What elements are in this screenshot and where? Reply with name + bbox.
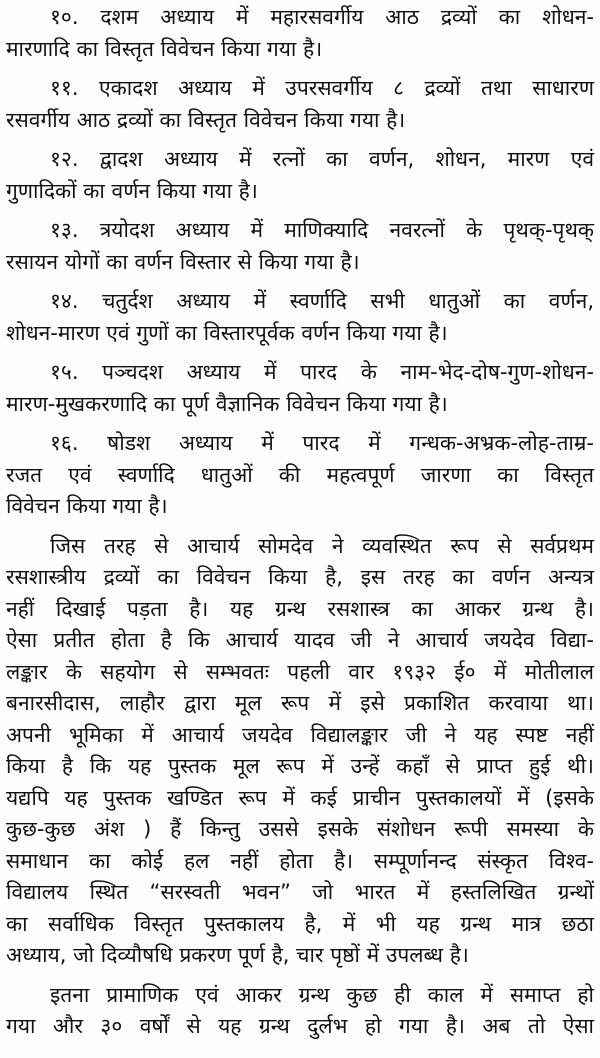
text-line: १०. दशम अध्याय में महारसवर्गीय आठ द्रव्यों का शोधन-: [50, 5, 594, 29]
text-line: १२. द्वादश अध्याय में रत्नों का वर्णन, शोधन, मारण एवं: [50, 147, 594, 171]
text-line: १५. पञ्चदश अध्याय में पारद के नाम-भेद-दोष-गुण-शोधन-: [50, 360, 594, 384]
text-line: १६. षोडश अध्याय में पारद में गन्धक-अभ्रक-लोह-ताम्र-: [50, 431, 594, 455]
chapter-12: [6, 144, 594, 207]
text-line: ऐसा प्रतीत होता है कि आचार्य यादव जी ने आचार्य जयदेव विद्या-: [6, 628, 594, 652]
text-line: अध्याय, जो दिव्यौषधि प्रकरण पूर्ण है, चार पृष्ठों में उपलब्ध है।: [6, 943, 469, 967]
chapter-11: [6, 73, 594, 136]
text-line: रसवर्गीय आठ द्रव्यों का विस्तृत विवेचन किया गया है।: [6, 107, 406, 132]
chapter-14: [6, 286, 594, 349]
text-line: गुणादिकों का वर्णन किया गया है।: [6, 178, 258, 203]
text-line: १३. त्रयोदश अध्याय में माणिक्यादि नवरत्नों के पृथक्-पृथक्: [50, 218, 594, 242]
text-line: गया और ३० वर्षों से यह ग्रन्थ दुर्लभ हो गया है। अब तो ऐसा: [6, 1014, 594, 1038]
text-line: मारण-मुखकरणादि का पूर्ण वैज्ञानिक विवेचन किया गया है।: [6, 391, 448, 416]
text-line: १४. चतुर्दश अध्याय में स्वर्णादि सभी धातुओं का वर्णन,: [50, 289, 594, 313]
text-line: नहीं दिखाई पड़ता है। यह ग्रन्थ रसशास्त्र का आकर ग्रन्थ है।: [6, 596, 594, 621]
text-line: किया है कि यह पुस्तक मूल रूप में उन्हें कहाँ से प्राप्त हुई थी।: [6, 754, 594, 778]
text-line: बनारसीदास, लाहौर द्वारा मूल रूप में इसे प्रकाशित करवाया था।: [6, 691, 594, 715]
text-line: विवेचन किया गया है।: [6, 494, 168, 518]
text-line: रजत एवं स्वर्णादि धातुओं की महत्वपूर्ण जारणा का विस्तृत: [6, 462, 594, 487]
chapter-16: [6, 428, 594, 523]
text-line: ११. एकादश अध्याय में उपरसवर्गीय ८ द्रव्यों तथा साधारण: [50, 76, 594, 100]
text-line: मारणादि का विस्तृत विवेचन किया गया है।: [6, 36, 323, 61]
text-line: रसशास्त्रीय द्रव्यों का विवेचन किया है, इस तरह का वर्णन अन्यत्र: [6, 565, 594, 589]
chapter-15: [6, 357, 594, 420]
text-line: अपनी भूमिका में आचार्य जयदेव विद्यालङ्कार जी ने यह स्पष्ट नहीं: [6, 722, 594, 747]
text-line: रसायन योगों का वर्णन विस्तार से किया गया है।: [6, 249, 360, 274]
text-line: शोधन-मारण एवं गुणों का विस्तारपूर्वक वर्णन किया गया है।: [6, 320, 448, 345]
text-line: जिस तरह से आचार्य सोमदेव ने व्यवस्थित रूप से सर्वप्रथम: [50, 533, 594, 558]
text-line: का सर्वाधिक विस्तृत पुस्तकालय है, में भी यह ग्रन्थ मात्र छठा: [6, 911, 594, 936]
text-line: इतना प्रामाणिक एवं आकर ग्रन्थ कुछ ही काल में समाप्त हो: [50, 982, 594, 1007]
chapter-13: [6, 215, 594, 278]
text-line: लङ्कार के सहयोग से सम्भवतः पहली वार १९३२ ई० में मोतीलाल: [6, 659, 594, 684]
text-line: यद्यपि यह पुस्तक खण्डित रूप में कई प्राचीन पुस्तकालयों में (इसके: [6, 785, 594, 810]
text-line: विद्यालय स्थित “सरस्वती भवन” जो भारत में हस्तलिखित ग्रन्थों: [6, 880, 594, 904]
text-line: समाधान का कोई हल नहीं होता है। सम्पूर्णानन्द संस्कृत विश्व-: [6, 848, 594, 873]
text-line: कुछ-कुछ अंश ) हैं किन्तु उससे इसके संशोधन रूपी समस्या के: [6, 817, 594, 841]
chapter-10: [6, 2, 594, 65]
main-paragraph: [6, 531, 594, 972]
closing-paragraph: [6, 980, 594, 1043]
